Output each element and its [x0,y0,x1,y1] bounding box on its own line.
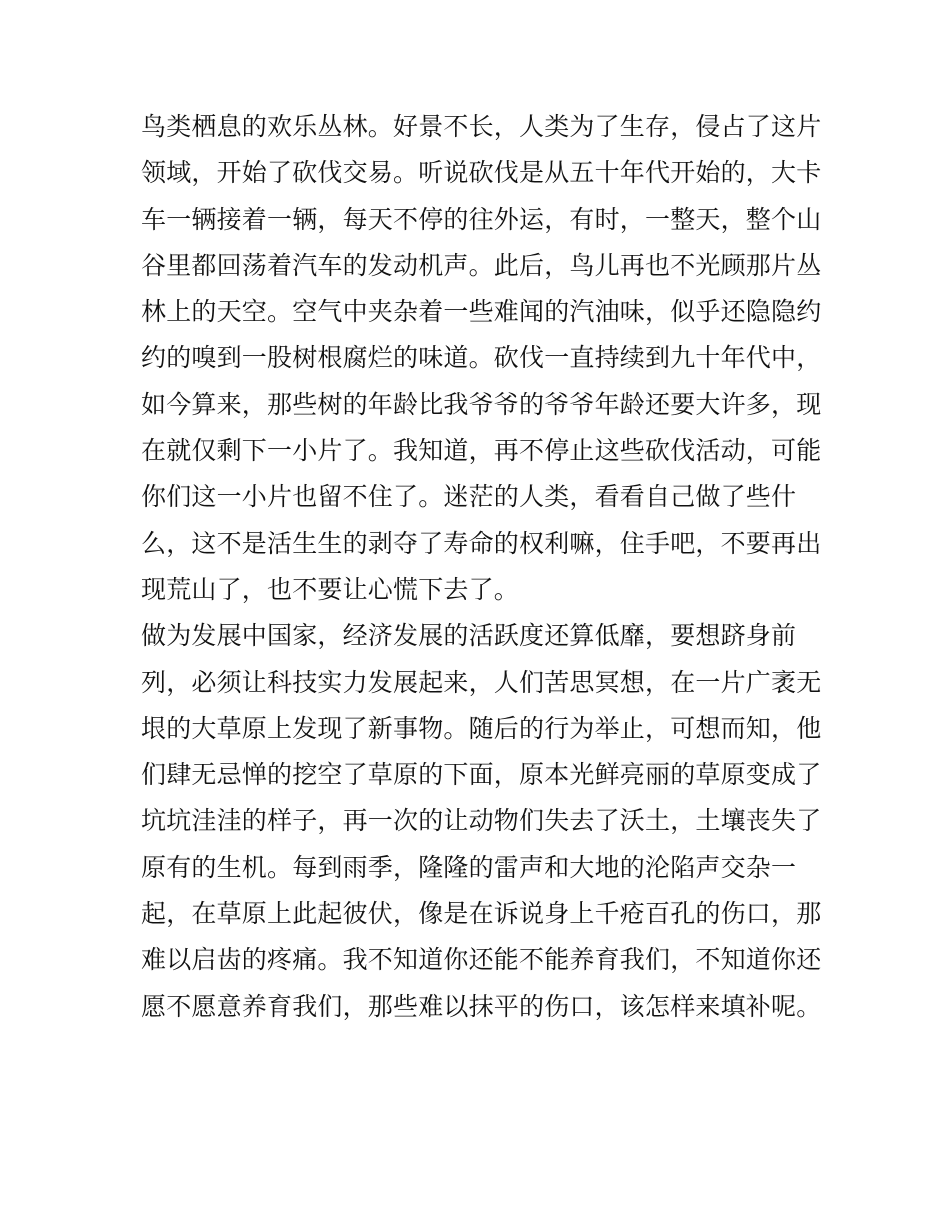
text-line: 原有的生机。每到雨季，隆隆的雷声和大地的沦陷声交杂一 [141,852,797,882]
text-line: 愿不愿意养育我们，那些难以抹平的伤口，该怎样来填补呢。 [141,991,822,1021]
text-line: 难以启齿的疼痛。我不知道你还能不能养育我们，不知道你还 [141,945,822,975]
text-line: 坑坑洼洼的样子，再一次的让动物们失去了沃土，土壤丧失了 [141,806,822,836]
text-line: 现荒山了，也不要让心慌下去了。 [141,574,520,604]
text-line: 林上的天空。空气中夹杂着一些难闻的汽油味，似乎还隐隐约 [141,297,822,327]
text-line: 做为发展中国家，经济发展的活跃度还算低靡，要想跻身前 [141,621,797,651]
text-line: 车一辆接着一辆，每天不停的往外运，有时，一整天，整个山 [141,204,822,234]
text-line: 鸟类栖息的欢乐丛林。好景不长，人类为了生存，侵占了这片 [141,112,822,141]
text-line: 约的嗅到一股树根腐烂的味道。砍伐一直持续到九十年代中， [141,343,822,373]
text-line: 们肆无忌惮的挖空了草原的下面，原本光鲜亮丽的草原变成了 [141,760,822,790]
text-line: 领域，开始了砍伐交易。听说砍伐是从五十年代开始的，大卡 [141,158,822,188]
text-line: 你们这一小片也留不住了。迷茫的人类，看看自己做了些什 [141,482,797,512]
text-line: 如今算来，那些树的年龄比我爷爷的爷爷年龄还要大许多，现 [141,389,822,419]
text-line: 垠的大草原上发现了新事物。随后的行为举止，可想而知，他 [141,713,822,743]
text-line: 列，必须让科技实力发展起来，人们苦思冥想，在一片广袤无 [141,667,822,697]
text-line: 么，这不是活生生的剥夺了寿命的权利嘛，住手吧，不要再出 [141,528,822,558]
document-body [141,104,821,1030]
text-line: 谷里都回荡着汽车的发动机声。此后，鸟儿再也不光顾那片丛 [141,250,822,280]
text-line: 起，在草原上此起彼伏，像是在诉说身上千疮百孔的伤口，那 [141,899,822,929]
text-line: 在就仅剩下一小片了。我知道，再不停止这些砍伐活动，可能 [141,436,822,466]
